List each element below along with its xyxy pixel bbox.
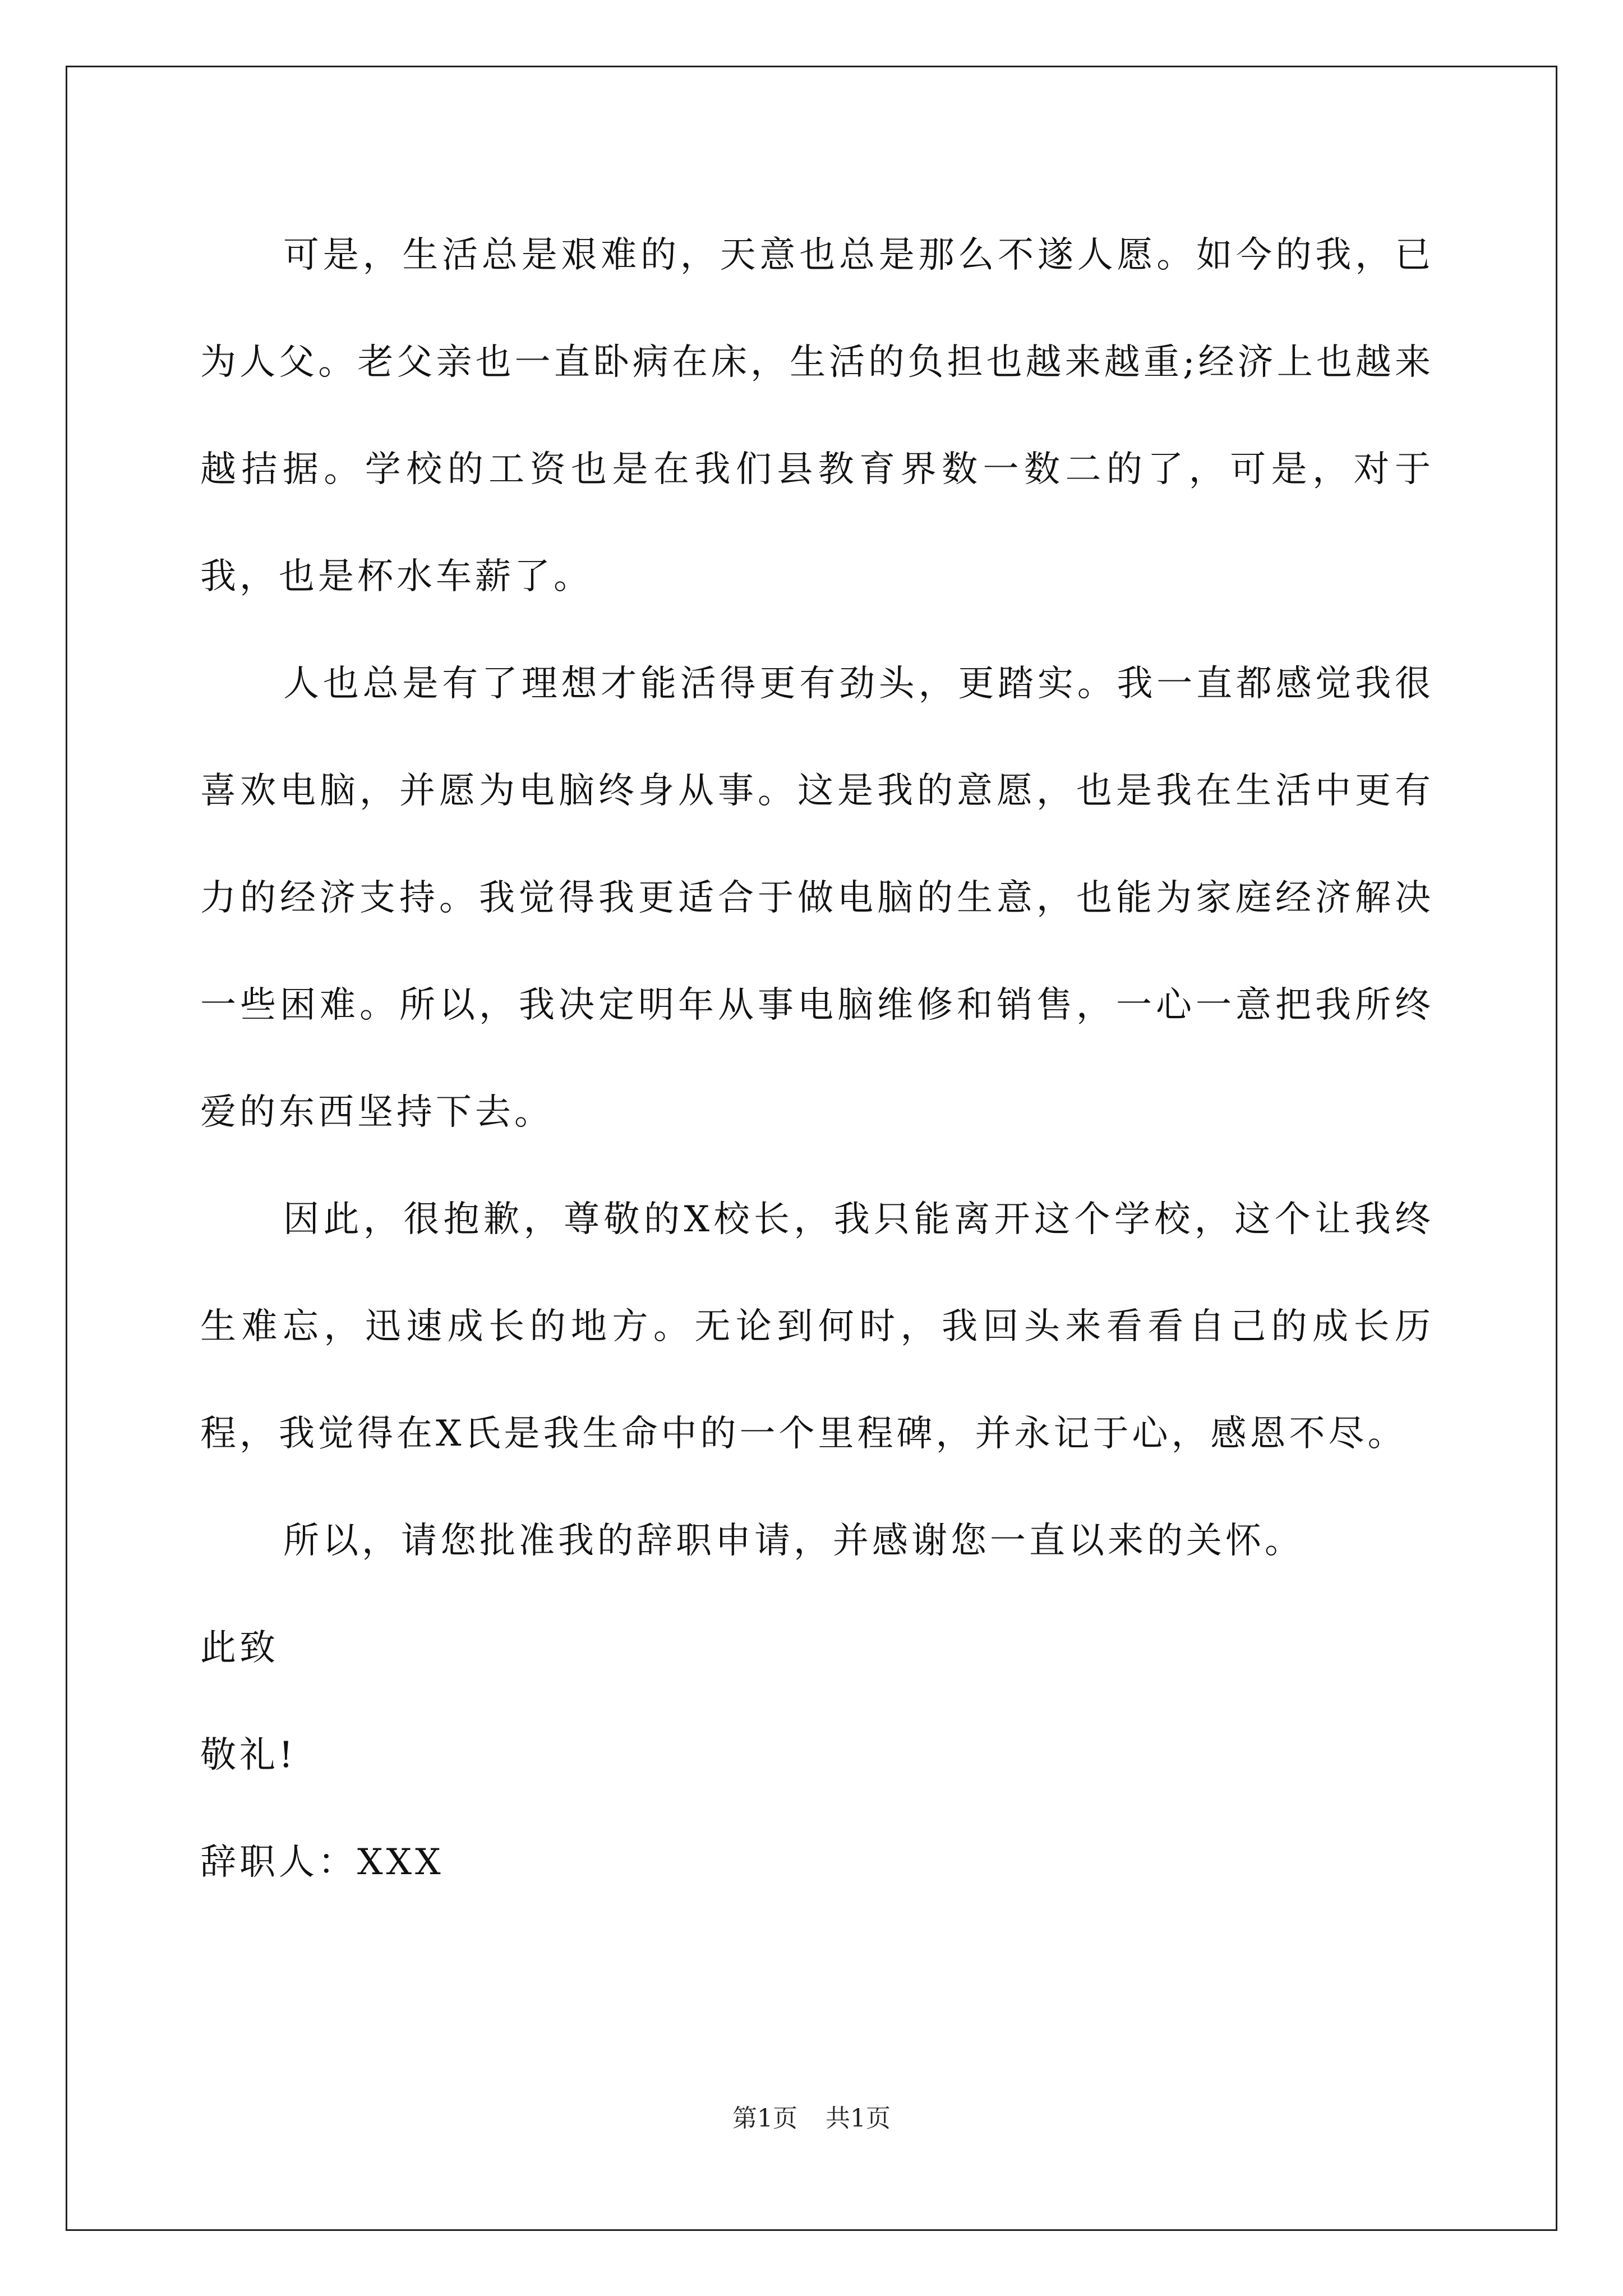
signature-line: 辞职人：XXX	[200, 1842, 444, 1883]
paragraph-1: 可是，生活总是艰难的，天意也总是那么不遂人愿。如今的我，已为人父。老父亲也一直卧病在床，生活的负担也越来越重;经济上也越来越拮据。学校的工资也是在我们县教育界数一数二的了，可是，对于我，也是杯水车薪了。	[200, 234, 1434, 597]
closing-line: 此致	[200, 1627, 279, 1669]
paragraph-4: 所以，请您批准我的辞职申请，并感谢您一直以来的关怀。	[283, 1520, 1304, 1562]
page-number: 第1页	[732, 2104, 797, 2133]
page-total: 共1页	[826, 2104, 891, 2133]
letter-body	[200, 202, 1434, 1916]
paragraph-2: 人也总是有了理想才能活得更有劲头，更踏实。我一直都感觉我很喜欢电脑，并愿为电脑终身从事。这是我的意愿，也是我在生活中更有力的经济支持。我觉得我更适合于做电脑的生意，也能为家庭经济解决一些困难。所以，我决定明年从事电脑维修和销售，一心一意把我所终爱的东西坚持下去。	[200, 663, 1434, 1133]
salutation-line: 敬礼!	[200, 1734, 297, 1776]
paragraph-3: 因此，很抱歉，尊敬的X校长，我只能离开这个学校，这个让我终生难忘，迅速成长的地方。无论到何时，我回头来看看自己的成长历程，我觉得在X氏是我生命中的一个里程碑，并永记于心，感恩不尽。	[200, 1199, 1434, 1455]
page-footer	[0, 2098, 1623, 2134]
